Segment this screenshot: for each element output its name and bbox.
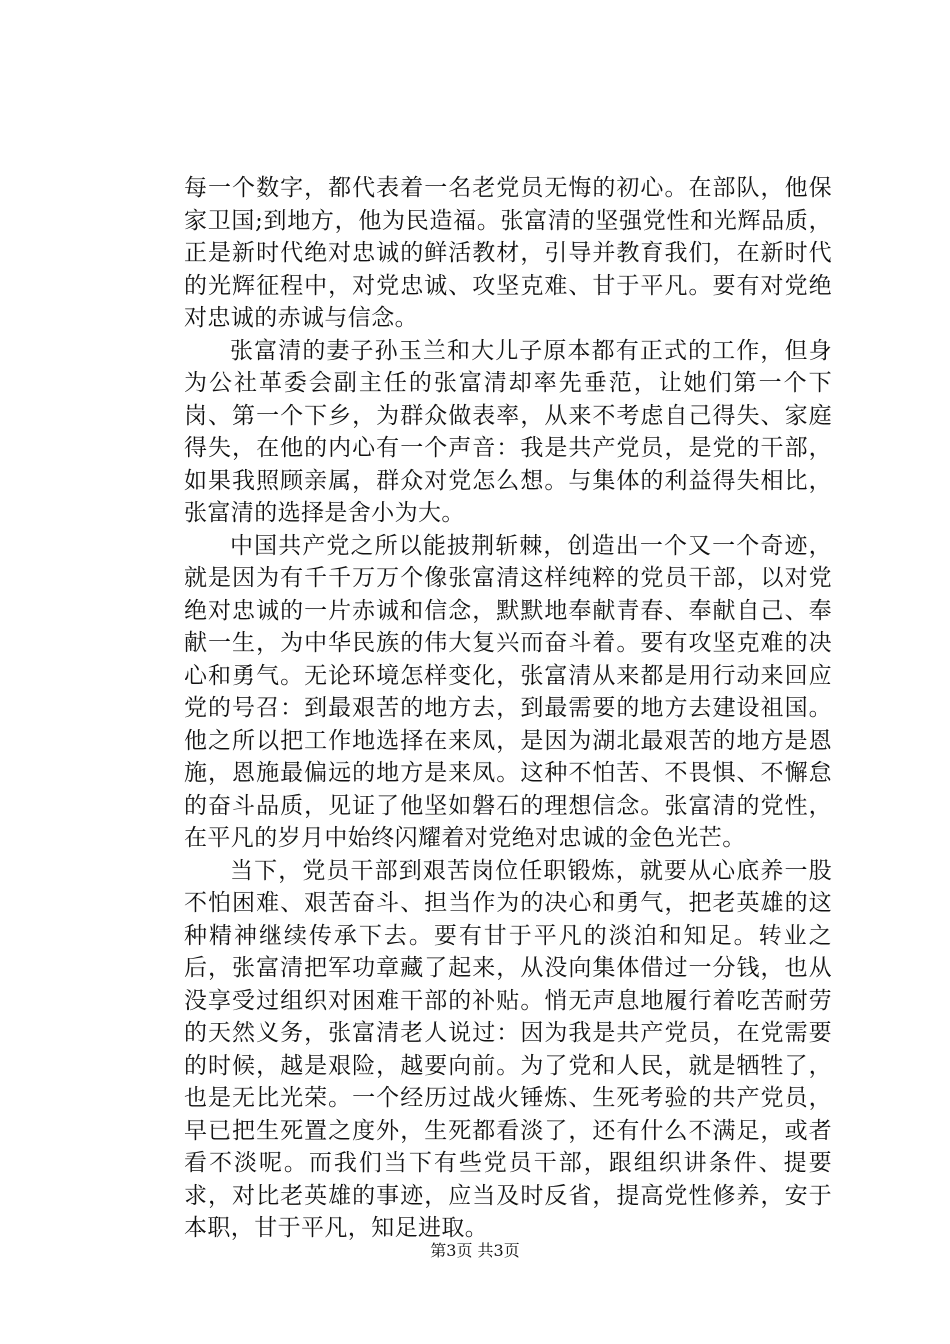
paragraph-4: 当下，党员干部到艰苦岗位任职锻炼，就要从心底养一股不怕困难、艰苦奋斗、担当作为的决心和勇气，把老英雄的这种精神继续传承下去。要有甘于平凡的淡泊和知足。转业之后，张富清把军功章藏了起来，从没向集体借过一分钱，也从没享受过组织对困难干部的补贴。悄无声息地履行着吃苦耐劳的天然义务，张富清老人说过：因为我是共产党员，在党需要的时候，越是艰险，越要向前。为了党和人民，就是牺牲了，也是无比光荣。一个经历过战火锤炼、生死考验的共产党员，早已把生死置之度外，生死都看淡了，还有什么不满足，或者看不淡呢。而我们当下有些党员干部，跟组织讲条件、提要求，对比老英雄的事迹，应当及时反省，提高党性修养，安于本职，甘于平凡，知足进取。: [184, 857, 832, 1241]
page-footer: 第3页 共3页: [430, 1241, 520, 1260]
paragraph-1: 每一个数字，都代表着一名老党员无悔的初心。在部队，他保家卫国;到地方，他为民造福。张富清的坚强党性和光辉品质，正是新时代绝对忠诚的鲜活教材，引导并教育我们，在新时代的光辉征程中，对党忠诚、攻坚克难、甘于平凡。要有对党绝对忠诚的赤诚与信念。: [184, 175, 832, 331]
document-body: [184, 172, 832, 1245]
paragraph-2: 张富清的妻子孙玉兰和大儿子原本都有正式的工作，但身为公社革委会副主任的张富清却率先垂范，让她们第一个下岗、第一个下乡，为群众做表率，从来不考虑自己得失、家庭得失，在他的内心有一个声音：我是共产党员，是党的干部，如果我照顾亲属，群众对党怎么想。与集体的利益得失相比，张富清的选择是舍小为大。: [184, 337, 832, 526]
paragraph-3: 中国共产党之所以能披荆斩棘，创造出一个又一个奇迹，就是因为有千千万万个像张富清这样纯粹的党员干部，以对党绝对忠诚的一片赤诚和信念，默默地奉献青春、奉献自己、奉献一生，为中华民族的伟大复兴而奋斗着。要有攻坚克难的决心和勇气。无论环境怎样变化，张富清从来都是用行动来回应党的号召：到最艰苦的地方去，到最需要的地方去建设祖国。他之所以把工作地选择在来凤，是因为湖北最艰苦的地方是恩施，恩施最偏远的地方是来凤。这种不怕苦、不畏惧、不懈怠的奋斗品质，见证了他坚如磐石的理想信念。张富清的党性，在平凡的岁月中始终闪耀着对党绝对忠诚的金色光芒。: [184, 532, 832, 851]
